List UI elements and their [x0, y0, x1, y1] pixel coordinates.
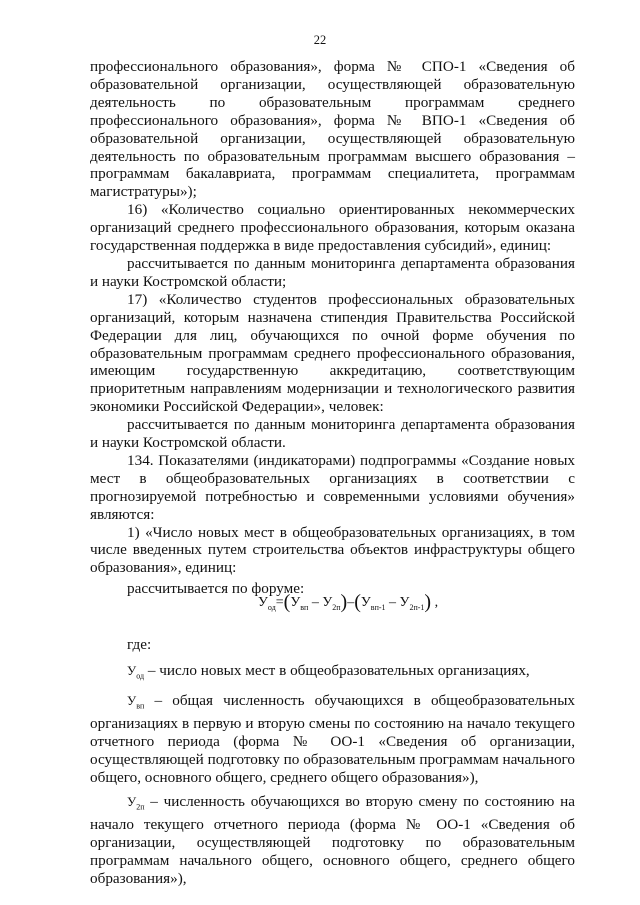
- variable-symbol: $У_{2п}$: [127, 793, 145, 812]
- document-body: [90, 58, 575, 888]
- paragraph-section-134: 134. Показателями (индикаторами) подпрограммы «Создание новых мест в общеобразовательных организациях в соответствии с прогнозируемой потребностью и современными условиями обучения» являются:: [90, 451, 575, 523]
- where-label: где:: [127, 636, 152, 654]
- paragraph-indicator-16: 16) «Количество социально ориентированных некоммерческих организаций среднего профессионального образования, которым оказана государственная поддержка в виде предоставления субсидий», единиц:: [90, 201, 575, 255]
- paragraph-indicator-17: 17) «Количество студентов профессиональных образовательных организаций, которым назначена стипендия Правительства Российской Федерации для лиц, обучающихся по очной форме обучения по образовательным программам среднего профессионального образования, имеющим государственную аккредитацию, соответствующим приоритетным направлениям модернизации и технологического развития экономики Российской Федерации», человек:: [90, 290, 575, 416]
- paragraph-calc-note-16: рассчитывается по данным мониторинга департамента образования и науки Костромской области;: [90, 254, 575, 290]
- paragraph-calc-note-17: рассчитывается по данным мониторинга департамента образования и науки Костромской области.: [90, 416, 575, 452]
- paragraph-forms-continuation: профессионального образования», форма № СПО-1 «Сведения об образовательной организации, осуществляющей образовательную деятельность по образовательным программам среднего профессионального образования», форма № ВПО-1 «Сведения об образовательной организации, осуществляющей образовательную деятельность по образовательным программам высшего образования – программам бакалавриата, программам специалитета, программам магистратуры»);: [90, 58, 575, 201]
- paragraph-indicator-1: 1) «Число новых мест в общеобразовательных организациях, в том числе введенных путем строительства объектов инфраструктуры общего образования», единиц:: [90, 523, 575, 577]
- formula: $У_{од}=(У_{вп} - У_{2п})-(У_{вп-1} - У_{2п-1})$ ,: [258, 591, 439, 614]
- variable-symbol: $У_{вп}$: [127, 692, 145, 711]
- definition-u-vp: $У_{вп}$ – общая численность обучающихся в общеобразовательных организациях в первую и вторую смены по состоянию на начало текущего отчетного периода (форма № ОО-1 «Сведения об организации, осуществляющей подготовку по образовательным программам начального общего, основного общего, среднего общего образования»),: [90, 691, 575, 786]
- formula-intro: рассчитывается по форуме:: [127, 580, 305, 598]
- page-number: 22: [313, 33, 327, 47]
- variable-symbol: $У_{од}$: [127, 663, 145, 681]
- definition-u-od: $У_{од}$ – число новых мест в общеобразовательных организациях,: [90, 662, 575, 686]
- formula-block: [90, 591, 575, 628]
- definition-u-2p: $У_{2п}$ – численность обучающихся во вторую смену по состоянию на начало текущего отчетного периода (форма № ОО-1 «Сведения об организации, осуществляющей подготовку по образовательным программам начального общего, основного общего, среднего общего образования»),: [90, 792, 575, 887]
